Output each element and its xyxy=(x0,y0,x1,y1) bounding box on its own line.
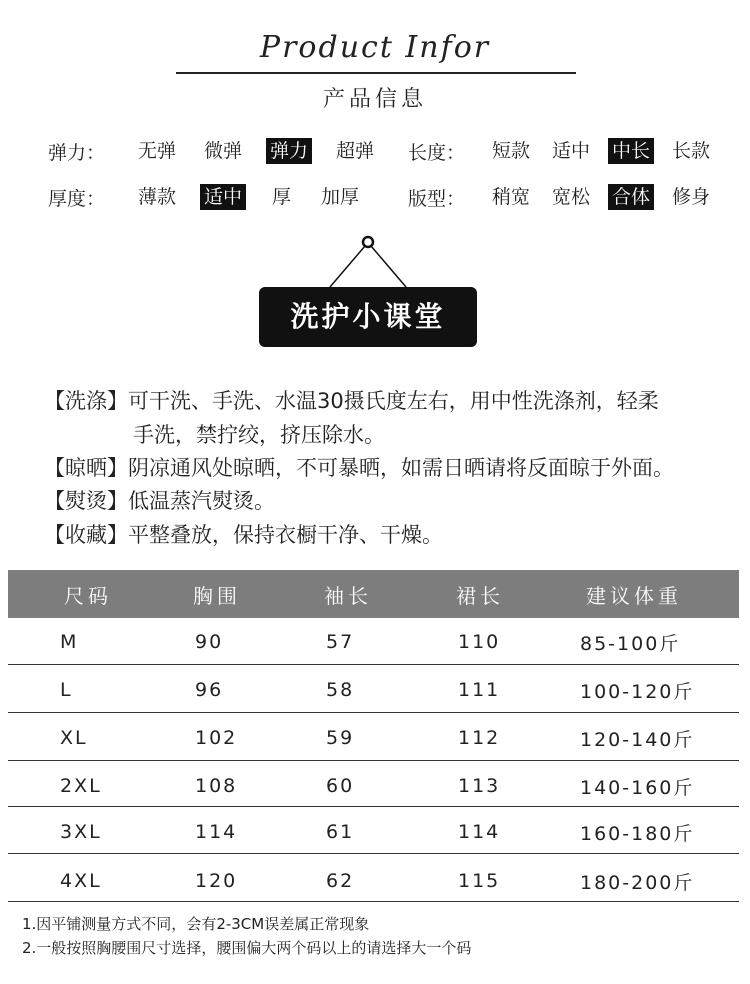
attr-option: 适中 xyxy=(552,140,591,162)
cell-size: L xyxy=(60,679,73,701)
attr-option: 超弹 xyxy=(336,140,375,162)
attr-option: 稍宽 xyxy=(492,186,531,208)
cell-size: M xyxy=(60,631,79,653)
cell-size: 2XL xyxy=(60,775,102,797)
header-size: 尺码 xyxy=(64,583,112,608)
cell-chest: 120 xyxy=(195,870,238,892)
attr-length xyxy=(408,136,714,166)
row-divider xyxy=(8,853,739,854)
cell-chest: 102 xyxy=(195,727,238,749)
hanger-icon xyxy=(320,230,420,290)
attr-thickness xyxy=(48,182,383,212)
cell-chest: 108 xyxy=(195,775,238,797)
table-row xyxy=(8,618,739,666)
note-size-advice: 2.一般按照胸腰围尺寸选择，腰围偏大两个码以上的请选择大一个码 xyxy=(22,939,472,957)
attr-option-selected: 弹力 xyxy=(266,138,312,164)
table-row xyxy=(8,762,739,810)
attr-option: 修身 xyxy=(672,186,711,208)
title-divider xyxy=(176,72,576,74)
script-title: Product Infor xyxy=(259,30,491,65)
attr-option-selected: 合体 xyxy=(608,184,654,210)
row-divider xyxy=(8,806,739,807)
note-measurement: 1.因平铺测量方式不同，会有2-3CM误差属正常现象 xyxy=(22,915,370,933)
cell-weight: 160-180斤 xyxy=(580,822,695,845)
row-divider xyxy=(8,901,739,902)
care-wash: 【洗涤】可干洗、手洗、水温30摄氏度左右，用中性洗涤剂，轻柔 xyxy=(44,389,659,413)
attr-label: 版型： xyxy=(408,187,466,210)
cell-skirt-length: 111 xyxy=(458,679,501,701)
header-sleeve: 袖长 xyxy=(324,583,372,608)
cell-skirt-length: 112 xyxy=(458,727,501,749)
size-table-header xyxy=(8,570,739,618)
attr-fit xyxy=(408,182,714,212)
cell-chest: 114 xyxy=(195,821,238,843)
care-store: 【收藏】平整叠放，保持衣橱干净、干燥。 xyxy=(44,523,443,547)
cell-size: 4XL xyxy=(60,870,102,892)
cell-weight: 85-100斤 xyxy=(580,632,681,655)
cell-skirt-length: 110 xyxy=(458,631,501,653)
table-row xyxy=(8,714,739,762)
table-row xyxy=(8,666,739,714)
attr-option: 宽松 xyxy=(552,186,591,208)
attr-option: 厚 xyxy=(272,186,292,208)
cell-weight: 100-120斤 xyxy=(580,680,695,703)
cell-weight: 120-140斤 xyxy=(580,728,695,751)
care-iron: 【熨烫】低温蒸汽熨烫。 xyxy=(44,489,275,513)
header-skirt-length: 裙长 xyxy=(456,583,504,608)
attr-elasticity xyxy=(48,136,398,166)
cell-sleeve: 58 xyxy=(326,679,355,701)
attr-option: 无弹 xyxy=(138,140,177,162)
attr-option-selected: 中长 xyxy=(608,138,654,164)
row-divider xyxy=(8,712,739,713)
cell-sleeve: 57 xyxy=(326,631,355,653)
care-sign: 洗护小课堂 xyxy=(259,287,477,347)
attr-label: 弹力： xyxy=(48,141,106,164)
cell-chest: 96 xyxy=(195,679,224,701)
attr-option-selected: 适中 xyxy=(200,184,246,210)
attr-option: 薄款 xyxy=(138,186,177,208)
attr-label: 长度： xyxy=(408,141,466,164)
cell-sleeve: 62 xyxy=(326,870,355,892)
care-wash-cont: 手洗，禁拧绞，挤压除水。 xyxy=(133,423,385,447)
cell-weight: 180-200斤 xyxy=(580,871,695,894)
attr-option: 长款 xyxy=(672,140,711,162)
cell-weight: 140-160斤 xyxy=(580,776,695,799)
cell-chest: 90 xyxy=(195,631,224,653)
table-row xyxy=(8,808,739,856)
cell-size: XL xyxy=(60,727,88,749)
cell-skirt-length: 113 xyxy=(458,775,501,797)
table-row xyxy=(8,857,739,905)
cell-size: 3XL xyxy=(60,821,102,843)
header-chest: 胸围 xyxy=(193,583,241,608)
cell-skirt-length: 114 xyxy=(458,821,501,843)
cell-sleeve: 61 xyxy=(326,821,355,843)
product-info-title: 产品信息 xyxy=(322,87,427,112)
header-weight: 建议体重 xyxy=(586,583,682,608)
row-divider xyxy=(8,760,739,761)
cell-sleeve: 59 xyxy=(326,727,355,749)
row-divider xyxy=(8,664,739,665)
attr-option: 微弹 xyxy=(204,140,243,162)
attr-option: 加厚 xyxy=(321,186,360,208)
attr-label: 厚度： xyxy=(48,187,106,210)
attr-option: 短款 xyxy=(492,140,531,162)
cell-skirt-length: 115 xyxy=(458,870,501,892)
cell-sleeve: 60 xyxy=(326,775,355,797)
care-dry: 【晾晒】阴凉通风处晾晒，不可暴晒，如需日晒请将反面晾于外面。 xyxy=(44,456,674,480)
